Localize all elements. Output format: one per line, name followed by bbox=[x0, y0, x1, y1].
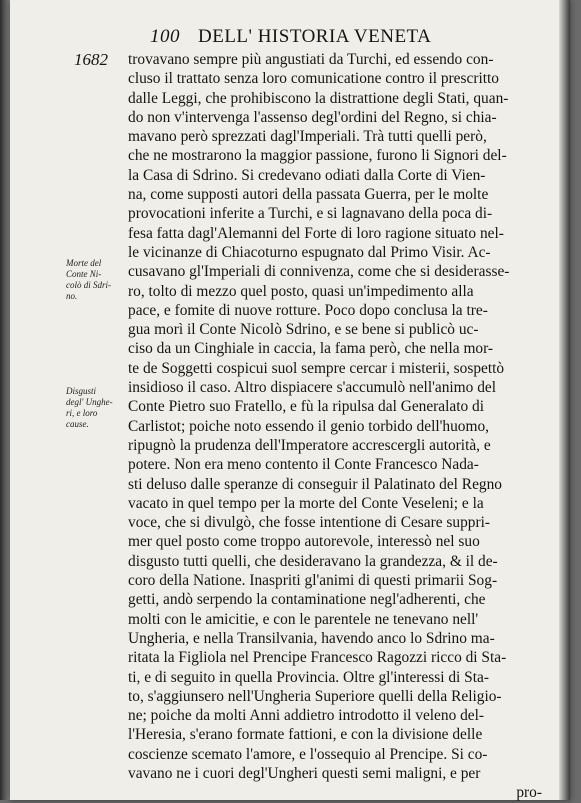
text-line: sti deluso dalle speranze di conseguir il Palatinato del Regno bbox=[128, 475, 502, 493]
text-line: insidioso il caso. Altro dispiacere s'accumulò nell'animo del bbox=[128, 379, 496, 397]
margin-note-line: cause. bbox=[66, 419, 89, 429]
text-line: do non v'intervenga l'assenso degl'ordini del Regno, si chia- bbox=[128, 108, 497, 126]
text-line: getti, andò serpendo la contaminatione negl'adherenti, che bbox=[128, 591, 486, 609]
text-line: mer quel posto come troppo autorevole, interessò nel suo bbox=[128, 533, 480, 551]
running-title: DELL' HISTORIA VENETA bbox=[198, 26, 432, 47]
margin-note-hungarian-grievances bbox=[66, 386, 124, 430]
text-line: ripugnò la prudenza dell'Imperatore accrescergli autorità, e bbox=[128, 436, 491, 454]
margin-note-line: Morte del bbox=[66, 258, 102, 268]
text-line: mavano però sprezzati dagl'Imperiali. Trà tutti quelli però, bbox=[128, 128, 487, 146]
text-line: cluso il trattato senza loro comunicatione contro il prescritto bbox=[128, 70, 499, 88]
text-line: ciso da un Cinghiale in caccia, la fama però, che nella mor- bbox=[128, 340, 494, 358]
text-line: molti con le amicitie, e con le parentele ne tenevano nell' bbox=[128, 610, 479, 628]
text-line: to, s'aggiunsero nell'Ungheria Superiore quelli della Religio- bbox=[128, 687, 502, 705]
text-line: ne; poiche da molti Anni addietro introdotto il veleno del- bbox=[128, 707, 485, 725]
text-line: coscienze scemato l'amore, e l'ossequio al Prencipe. Si co- bbox=[128, 745, 488, 763]
catchword: pro- bbox=[516, 784, 542, 802]
page-number: 100 bbox=[150, 26, 180, 47]
margin-note-line: colò di Sdri- bbox=[66, 280, 111, 290]
text-line: fesa fatta dagl'Alemanni del Forte di loro ragione situato nel- bbox=[128, 224, 504, 242]
margin-note-line: ri, e loro bbox=[66, 408, 98, 418]
page-header bbox=[150, 26, 490, 48]
text-line: vavano ne i cuori degl'Ungheri questi semi maligni, e per bbox=[128, 764, 481, 782]
margin-note-line: Disgusti bbox=[66, 386, 97, 396]
text-line: gua morì il Conte Nicolò Sdrino, e se bene si publicò uc- bbox=[128, 321, 479, 339]
main-text-column bbox=[128, 50, 542, 803]
text-line: voce, che si divulgò, che fosse intentione di Cesare suppri- bbox=[128, 514, 491, 532]
text-line: trovavano sempre più angustiati da Turchi, ed essendo con- bbox=[128, 51, 494, 68]
text-line: dalle Leggi, che prohibiscono la distrattione degli Stati, quan- bbox=[128, 89, 509, 107]
text-line: che ne mostrarono la maggior passione, furono li Signori del- bbox=[128, 147, 507, 165]
margin-note-line: degl' Unghe- bbox=[66, 397, 113, 407]
margin-note-death-of-count-sdrino bbox=[66, 258, 124, 302]
text-line: coro della Natione. Inaspriti gl'animi di questi primarii Sog- bbox=[128, 572, 498, 590]
text-line: le vicinanze di Chiacoturno espugnato dal Primo Visir. Ac- bbox=[128, 243, 491, 261]
text-line: provocationi inferite a Turchi, e si lagnavano della poca di- bbox=[128, 205, 493, 223]
text-line: potere. Non era meno contento il Conte Francesco Nada- bbox=[128, 456, 479, 474]
text-line: cusavano gl'Imperiali di connivenza, come che si desiderasse- bbox=[128, 263, 510, 281]
text-line: la Casa di Sdrino. Si credevano odiati dalla Corte di Vien- bbox=[128, 166, 486, 184]
text-line: ritata la Figliola nel Prencipe Francesco Ragozzi ricco di Sta- bbox=[128, 649, 507, 667]
margin-note-line: no. bbox=[66, 291, 78, 301]
text-line: Carlistot; poiche noto essendo il genio torbido dell'huomo, bbox=[128, 417, 489, 435]
text-line: vacato in quel tempo per la morte del Conte Veseleni; e la bbox=[128, 494, 484, 512]
text-line: Ungheria, e nella Transilvania, havendo anco lo Sdrino ma- bbox=[128, 629, 495, 647]
margin-note-line: Conte Ni- bbox=[66, 269, 102, 279]
text-line: Conte Pietro suo Fratello, e fù la ripulsa dal Generalato di bbox=[128, 398, 485, 416]
page-edge-shadow bbox=[559, 0, 570, 800]
book-page bbox=[10, 0, 570, 800]
book-spine-shadow bbox=[0, 0, 10, 800]
margin-year: 1682 bbox=[74, 50, 108, 69]
text-line: pace, e fomite di nuove rotture. Poco dopo conclusa la tre- bbox=[128, 301, 488, 319]
text-line: te de Soggetti cospicui suol sempre cercar i misterii, sospettò bbox=[128, 359, 505, 377]
text-line: disgusto tutti quelli, che desideravano la grandezza, & il de- bbox=[128, 552, 498, 570]
text-line: na, come supposti autori della passata Guerra, per le molte bbox=[128, 186, 489, 204]
text-line: l'Heresia, s'erano formate fattioni, e con la divisione delle bbox=[128, 726, 483, 744]
text-line: ro, tolto di mezzo quel posto, quasi un'impedimento alla bbox=[128, 282, 474, 300]
text-line: ti, e di seguito in quella Provincia. Oltre gl'interessi di Sta- bbox=[128, 668, 489, 686]
